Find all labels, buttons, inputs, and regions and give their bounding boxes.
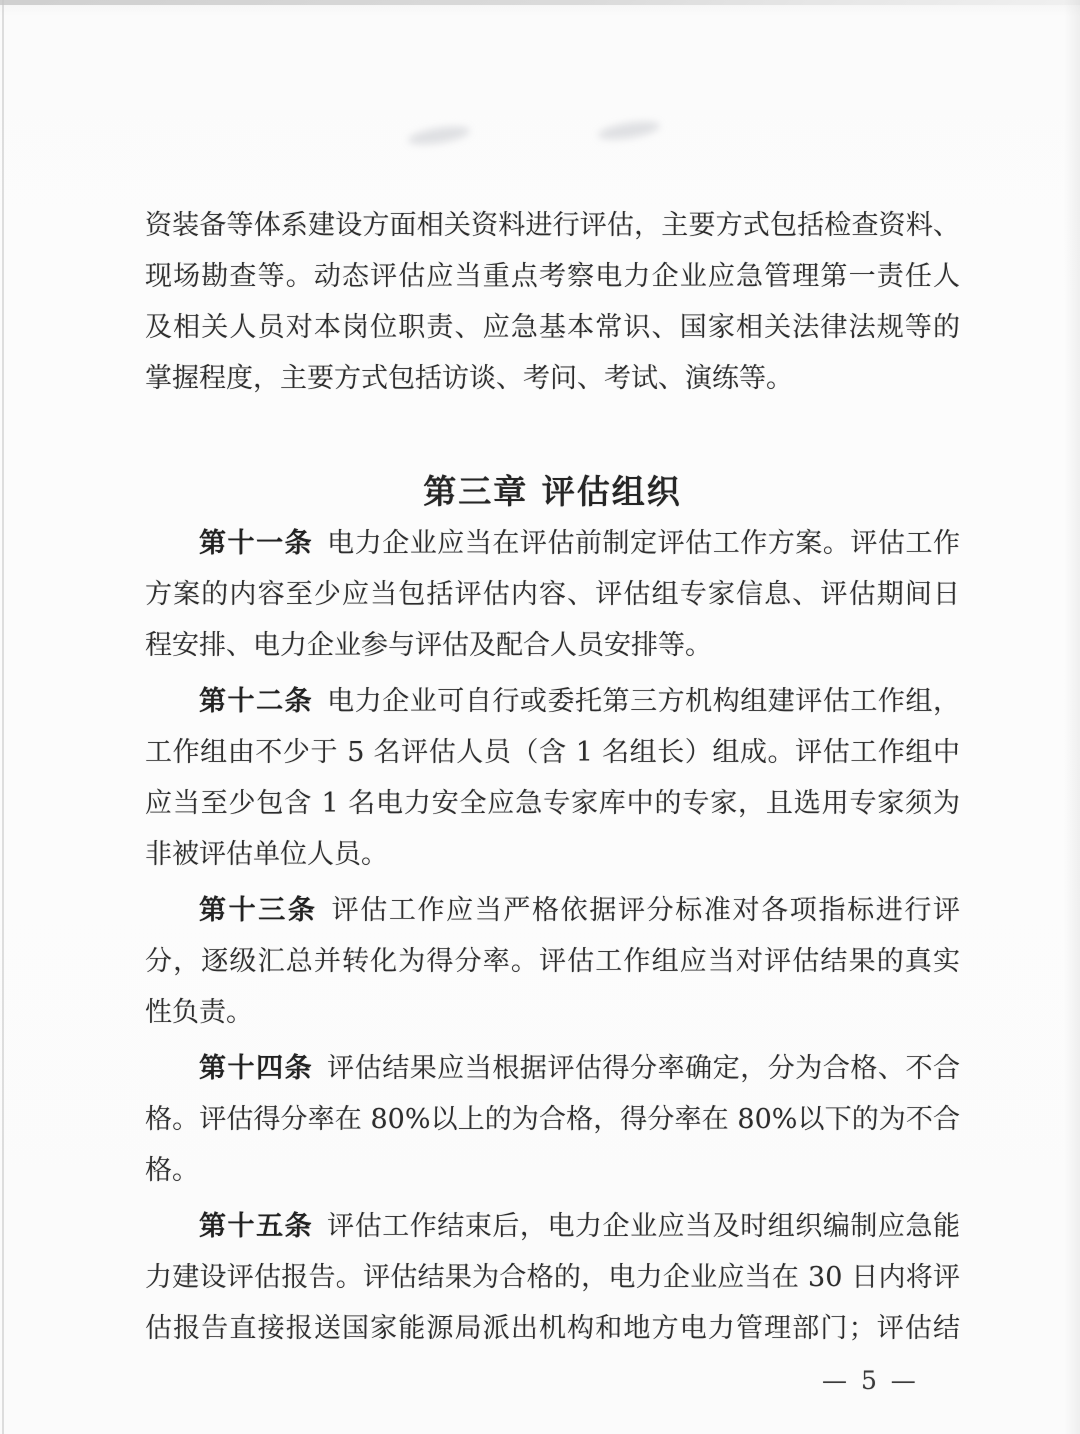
article-first-line [145, 885, 960, 936]
text-line: 格。评估得分率在 80%以上的为合格，得分率在 80%以下的为不合 [145, 1104, 960, 1135]
text-line: 非被评估单位人员。 [145, 839, 388, 870]
article-first-line [145, 1201, 960, 1252]
document-body [145, 200, 960, 1354]
text-line: 格。 [145, 1155, 199, 1186]
text-line: 及相关人员对本岗位职责、应急基本常识、国家相关法律法规等的 [145, 312, 960, 343]
ink-smudge [597, 118, 661, 143]
text-line: 分，逐级汇总并转化为得分率。评估工作组应当对评估结果的真实 [145, 946, 960, 977]
article-first-line [145, 1043, 960, 1094]
text-line: 性负责。 [145, 997, 253, 1028]
article-number: 第十三条 [199, 895, 318, 926]
article-first-line [145, 518, 960, 569]
page-number: — 5 — [822, 1366, 919, 1395]
article-first-line [145, 676, 960, 727]
text-line: 估报告直接报送国家能源局派出机构和地方电力管理部门；评估结 [145, 1313, 960, 1344]
article-text: 评估工作应当严格依据评分标准对各项指标进行评 [331, 895, 960, 926]
article-number: 第十二条 [199, 686, 314, 717]
text-line: 方案的内容至少应当包括评估内容、评估组专家信息、评估期间日 [145, 579, 960, 610]
article-text: 评估结果应当根据评估得分率确定，分为合格、不合 [327, 1053, 960, 1084]
text-line: 工作组由不少于 5 名评估人员（含 1 名组长）组成。评估工作组中 [145, 737, 960, 768]
text-line: 程安排、电力企业参与评估及配合人员安排等。 [145, 630, 712, 661]
scan-edge-right [1064, 0, 1080, 1434]
article-number: 第十五条 [199, 1211, 314, 1242]
article-number: 第十一条 [199, 528, 314, 559]
scan-edge-top [0, 0, 1080, 5]
article-number: 第十四条 [199, 1053, 314, 1084]
text-line: 应当至少包含 1 名电力安全应急专家库中的专家，且选用专家须为 [145, 788, 960, 819]
scan-edge-left [2, 0, 4, 1434]
article-text: 电力企业可自行或委托第三方机构组建评估工作组， [327, 686, 960, 717]
text-line: 力建设评估报告。评估结果为合格的，电力企业应当在 30 日内将评 [145, 1262, 960, 1293]
chapter-heading: 第三章 评估组织 [423, 472, 682, 511]
article-text: 电力企业应当在评估前制定评估工作方案。评估工作 [327, 528, 960, 559]
text-line: 资装备等体系建设方面相关资料进行评估，主要方式包括检查资料、 [145, 210, 960, 241]
ink-smudge [407, 123, 471, 148]
text-line: 掌握程度，主要方式包括访谈、考问、考试、演练等。 [145, 363, 793, 394]
article-text: 评估工作结束后，电力企业应当及时组织编制应急能 [327, 1211, 960, 1242]
text-line: 现场勘查等。动态评估应当重点考察电力企业应急管理第一责任人 [145, 261, 960, 292]
